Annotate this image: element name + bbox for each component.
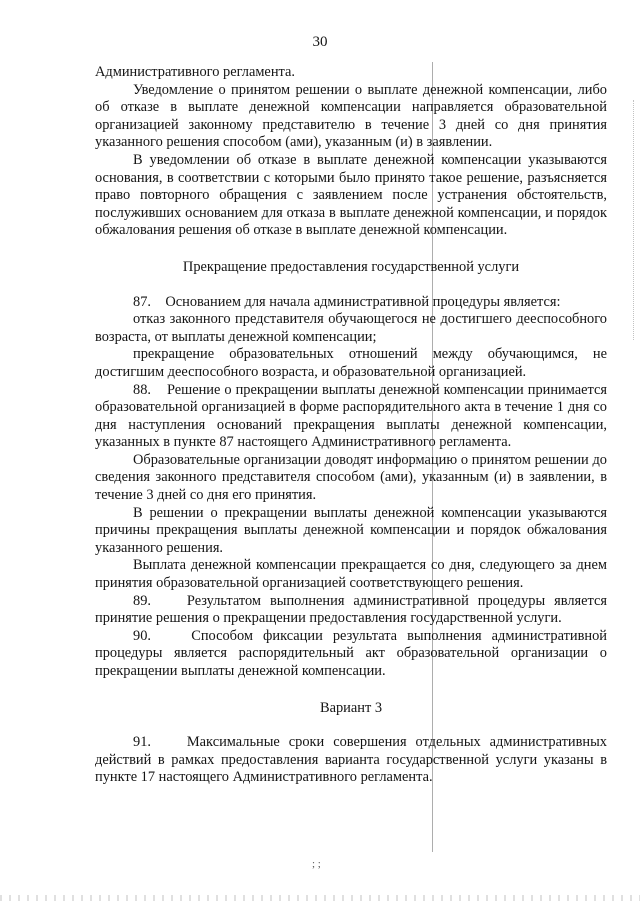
clause-88: 88. Решение о прекращении выплаты денежной компенсации принимается образовательной организацией в форме распорядительного акта в течение 1 дня со дня наступления оснований прекращения выплаты денежной компенсации, указанных в пункте 87 настоящего Административного регламента.	[95, 381, 607, 451]
clause-87-item-1: отказ законного представителя обучающегося не достигшего дееспособного возраста, от выплаты денежной компенсации;	[95, 311, 607, 345]
clause-90: 90. Способом фиксации результата выполнения административной процедуры является распорядительный акт образовательной организации о прекращении выплаты денежной компенсации.	[95, 627, 607, 679]
paragraph-continuation: Административного регламента.	[95, 64, 295, 80]
clause-88-info: Образовательные организации доводят информацию о принятом решении до сведения законного представителя способом (ами), указанным (и) в заявлении, в течение 3 дней со дня его принятия.	[95, 451, 607, 504]
clause-89: 89. Результатом выполнения административной процедуры является принятие решения о прекращении предоставления государственной услуги.	[95, 592, 607, 627]
scan-edge-marks	[631, 100, 634, 340]
clause-87: 87. Основанием для начала административной процедуры является:	[133, 293, 561, 310]
section-heading-termination: Прекращение предоставления государственной услуги	[182, 258, 520, 275]
paragraph-notification: Уведомление о принятом решении о выплате денежной компенсации, либо об отказе в выплате денежной компенсации направляется образовательной организацией законному представителю в течение 3 дней со дня принятия указанного решения способом (ами), указанным (и) в заявлении.	[95, 81, 607, 151]
section-heading-variant-3: Вариант 3	[319, 699, 383, 716]
clause-91: 91. Максимальные сроки совершения отдельных административных действий в рамках предоставления варианта государственной услуги указаны в пункте 17 настоящего Административного регламента.	[95, 734, 607, 786]
clause-88-reasons: В решении о прекращении выплаты денежной компенсации указываются причины прекращения выплаты денежной компенсации и порядок обжалования указанного решения.	[95, 504, 607, 556]
clause-88-stop-date: Выплата денежной компенсации прекращается со дня, следующего за днем принятия образовательной организацией соответствующего решения.	[95, 557, 607, 592]
paragraph-refusal-notice: В уведомлении об отказе в выплате денежной компенсации указываются основания, в соответствии с которыми было принято такое решение, разъясняется право повторного обращения с заявлением после устранения обстоятельств, послуживших основанием для отказа в выплате денежной компенсации, и порядок обжалования решения об отказе в выплате денежной компенсации.	[95, 151, 607, 239]
scan-bottom-noise	[0, 895, 640, 901]
page-number: 30	[312, 34, 328, 50]
clause-87-item-2: прекращение образовательных отношений между обучающимся, не достигшим дееспособного возраста, и образовательной организацией.	[95, 346, 607, 380]
footer-scan-marks: ; ;	[312, 858, 321, 870]
document-body	[95, 64, 607, 787]
